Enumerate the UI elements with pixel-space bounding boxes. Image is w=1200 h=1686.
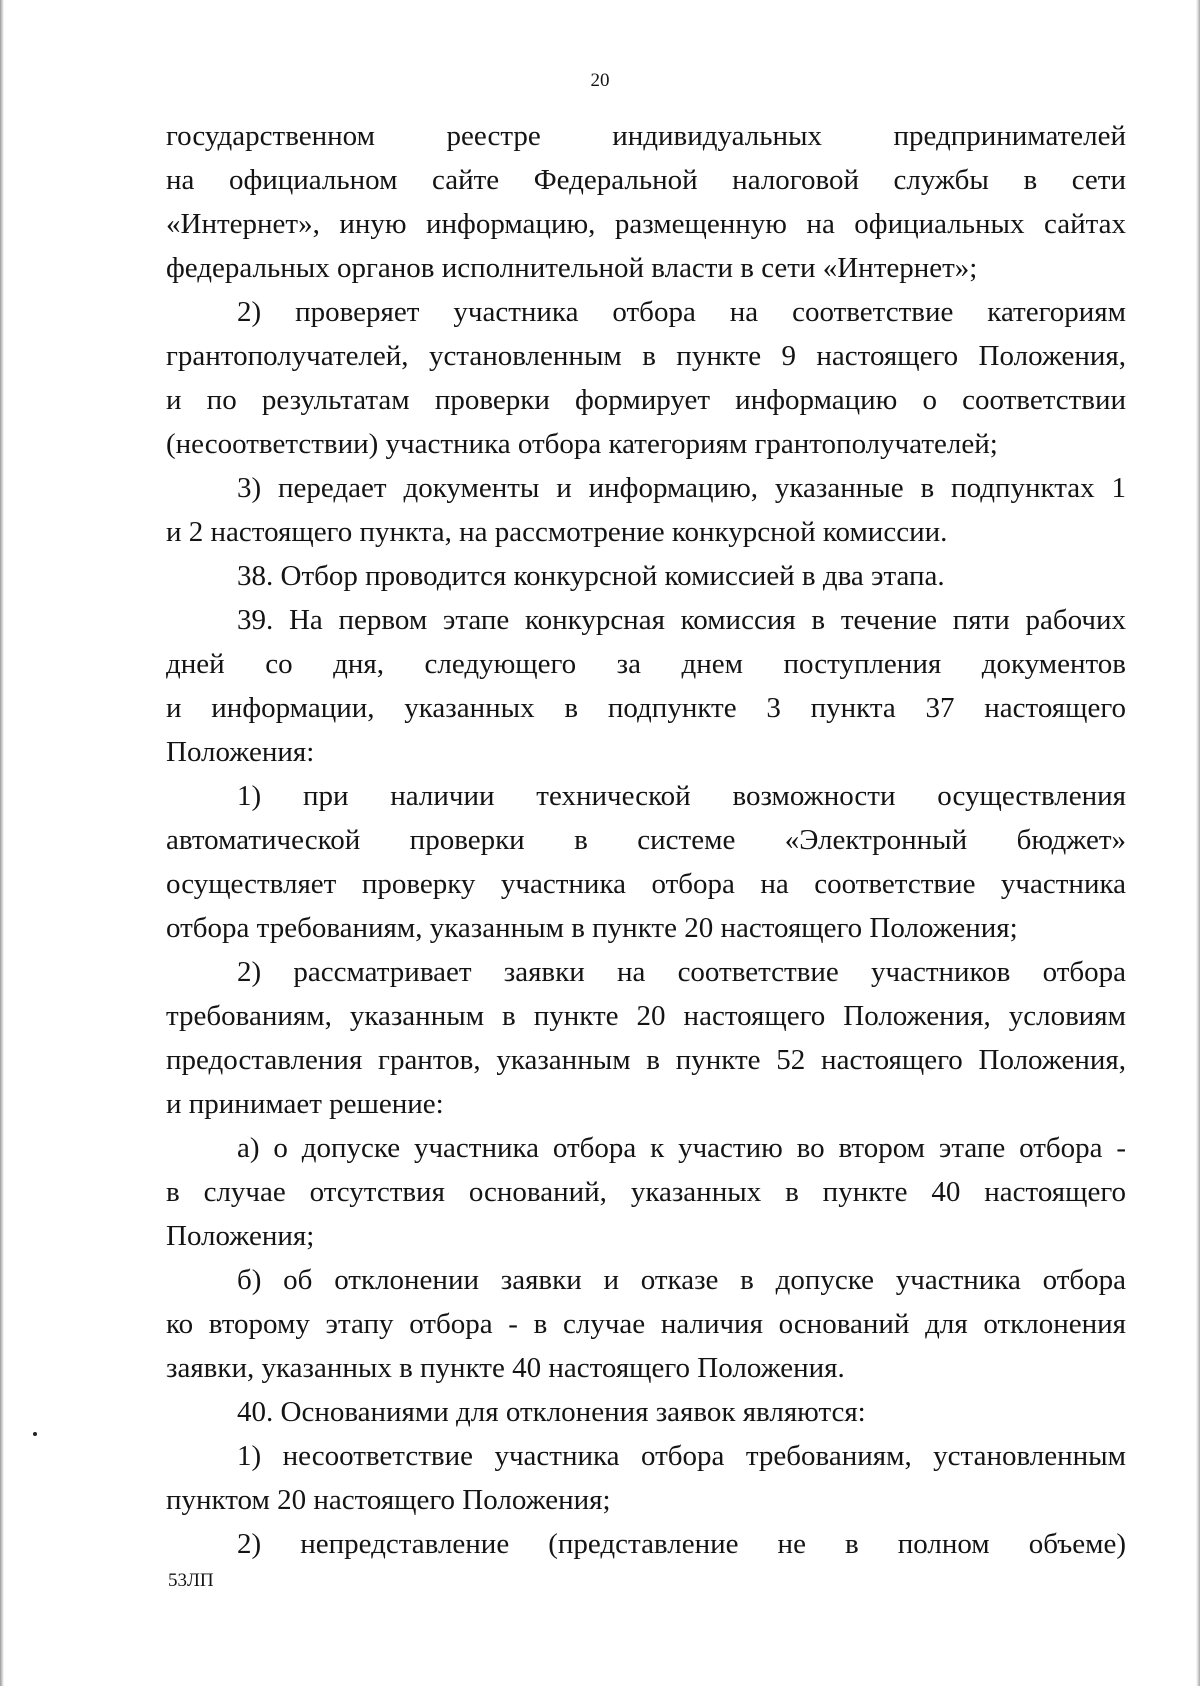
paragraph — [166, 598, 1126, 774]
text-line: и по результатам проверки формирует информацию о соответствии — [166, 384, 1126, 416]
text-line: грантополучателей, установленным в пункте 9 настоящего Положения, — [166, 340, 1126, 372]
text-line: «Интернет», иную информацию, размещенную на официальных сайтах — [166, 208, 1126, 240]
text-line: 2) рассматривает заявки на соответствие участников отбора — [237, 956, 1126, 988]
text-line: предоставления грантов, указанным в пункте 52 настоящего Положения, — [166, 1044, 1126, 1076]
document-footer-code: 53ЛП — [168, 1570, 214, 1591]
text-line: осуществляет проверку участника отбора на соответствие участника — [166, 868, 1126, 900]
paragraph — [166, 950, 1126, 1126]
text-line: и принимает решение: — [166, 1088, 444, 1120]
paragraph — [166, 290, 1126, 466]
text-line: и 2 настоящего пункта, на рассмотрение конкурсной комиссии. — [166, 516, 948, 548]
text-line: государственном реестре индивидуальных предпринимателей — [166, 120, 1126, 152]
text-line: требованиям, указанным в пункте 20 настоящего Положения, условиям — [166, 1000, 1126, 1032]
text-line: Положения; — [166, 1220, 315, 1252]
text-line: 2) проверяет участника отбора на соответствие категориям — [237, 296, 1126, 328]
text-line: 2) непредставление (представление не в полном объеме) — [237, 1528, 1126, 1560]
text-line: 3) передает документы и информацию, указанные в подпунктах 1 — [237, 472, 1126, 504]
scan-speck — [33, 1432, 37, 1436]
text-line: 1) несоответствие участника отбора требованиям, установленным — [237, 1440, 1126, 1472]
paragraph — [166, 1434, 1126, 1522]
paragraph — [166, 1126, 1126, 1258]
paragraph — [166, 554, 1126, 598]
text-line: и информации, указанных в подпункте 3 пункта 37 настоящего — [166, 692, 1126, 724]
text-line: отбора требованиям, указанным в пункте 20 настоящего Положения; — [166, 912, 1018, 944]
text-line: Положения: — [166, 736, 315, 768]
text-line: 38. Отбор проводится конкурсной комиссией в два этапа. — [237, 560, 945, 592]
text-line: федеральных органов исполнительной власти в сети «Интернет»; — [166, 252, 978, 284]
text-line: 1) при наличии технической возможности осуществления — [237, 780, 1126, 812]
text-line: 40. Основаниями для отклонения заявок являются: — [237, 1396, 866, 1428]
text-line: дней со дня, следующего за днем поступления документов — [166, 648, 1126, 680]
text-line: на официальном сайте Федеральной налоговой службы в сети — [166, 164, 1126, 196]
text-line: 39. На первом этапе конкурсная комиссия в течение пяти рабочих — [237, 604, 1126, 636]
text-line: ко второму этапу отбора - в случае наличия оснований для отклонения — [166, 1308, 1126, 1340]
text-line: а) о допуске участника отбора к участию во втором этапе отбора - — [237, 1132, 1126, 1164]
text-line: в случае отсутствия оснований, указанных в пункте 40 настоящего — [166, 1176, 1126, 1208]
text-line: заявки, указанных в пункте 40 настоящего Положения. — [166, 1352, 845, 1384]
paragraph — [166, 1522, 1126, 1566]
document-body — [166, 114, 1126, 1566]
paragraph — [166, 114, 1126, 290]
text-line: б) об отклонении заявки и отказе в допуске участника отбора — [237, 1264, 1126, 1296]
scan-edge-right — [1196, 0, 1200, 1686]
paragraph — [166, 466, 1126, 554]
scan-edge-left — [0, 0, 4, 1686]
text-line: автоматической проверки в системе «Электронный бюджет» — [166, 824, 1126, 856]
paragraph — [166, 774, 1126, 950]
paragraph — [166, 1258, 1126, 1390]
text-line: (несоответствии) участника отбора категориям грантополучателей; — [166, 428, 998, 460]
paragraph — [166, 1390, 1126, 1434]
page-number: 20 — [590, 70, 610, 91]
text-line: пунктом 20 настоящего Положения; — [166, 1484, 611, 1516]
